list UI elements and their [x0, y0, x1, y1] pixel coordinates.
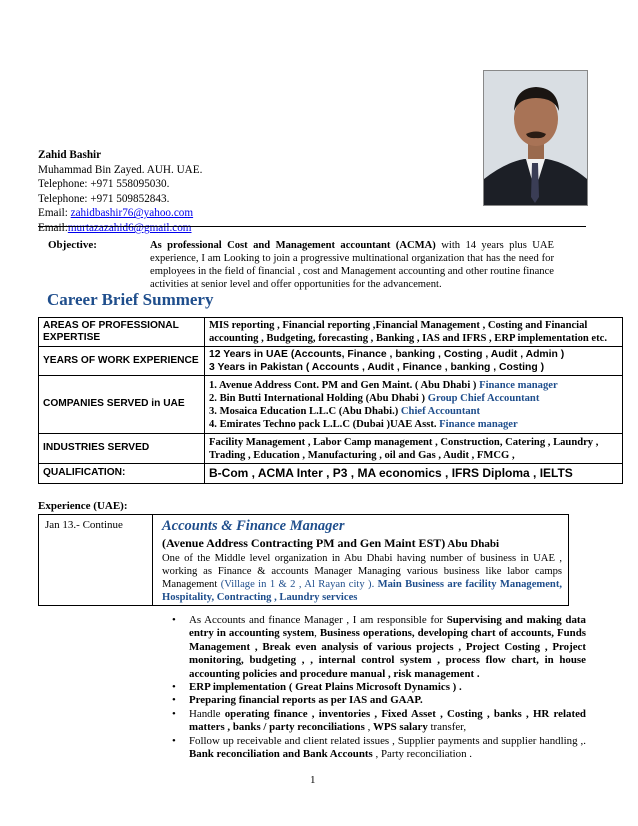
page-number: 1 — [310, 774, 316, 786]
email-label-2: Email: — [38, 221, 68, 234]
experience-heading: Experience (UAE): — [38, 500, 128, 512]
industries-label: INDUSTRIES SERVED — [39, 434, 205, 464]
list-item: • Handle operating finance , inventories , Fixed Asset , Costing , banks , HR related matters , banks / party reconciliations , WPS salary transfer, — [172, 708, 586, 735]
experience-table — [38, 514, 569, 606]
table-row — [39, 434, 623, 464]
areas-label: AREAS OF PROFESSIONAL EXPERTISE — [39, 318, 205, 347]
job-title: Accounts & Finance Manager — [162, 518, 345, 534]
years-value — [205, 347, 623, 376]
years-pakistan: 3 Years in Pakistan ( Accounts , Audit , Finance , banking , Costing ) — [209, 362, 545, 373]
email-link-2[interactable]: murtazazahid6@gmail.com — [67, 221, 192, 234]
job-company: (Avenue Address Contracting PM and Gen Maint EST) Abu Dhabi — [162, 536, 500, 550]
table-row — [39, 318, 623, 347]
table-row — [39, 515, 569, 606]
company-role: Finance manager — [439, 418, 518, 430]
email-link-1[interactable]: zahidbashir76@yahoo.com — [70, 207, 194, 220]
phone-1: Telephone: +971 558095030. — [38, 178, 170, 191]
list-item: • Follow up receivable and client related issues , Supplier payments and supplier handling ,. Bank reconciliation and Bank Accounts , Party reconciliation . — [172, 735, 586, 762]
list-item: • Preparing financial reports as per IAS and GAAP. — [172, 694, 586, 707]
company-role: Group Chief Accountant — [427, 392, 540, 404]
phone-2: Telephone: +971 509852843. — [38, 192, 170, 205]
company-item: 1. Avenue Address Cont. PM and Gen Maint. ( Abu Dhabi ) Finance manager — [209, 379, 558, 391]
qualification-label: QUALIFICATION: — [39, 464, 205, 484]
career-summary-table — [38, 317, 623, 484]
company-role: Chief Accountant — [400, 405, 481, 417]
years-uae: 12 Years in UAE (Accounts, Finance , banking , Costing , Audit , Admin ) — [209, 349, 565, 360]
industries-value: Facility Management , Labor Camp management , Construction, Catering , Laundry , Trading , Education , Manufacturing , oil and Gas , Audit , FMCG , — [205, 434, 623, 464]
candidate-name: Zahid Bashir — [38, 149, 102, 161]
job-description: One of the Middle level organization in Abu Dhabi having number of business in UAE , working as Finance & accounts Manager Managing various business like labor camps Management (Village in 1 & 2 , Al Rayan city ). Main Business are facility Management, Hospitality, Contracting , Laundry services — [162, 553, 563, 603]
address: Muhammad Bin Zayed. AUH. UAE. — [38, 163, 203, 176]
company-item: 3. Mosaica Education L.L.C (Abu Dhabi.) Chief Accountant — [209, 405, 481, 417]
company-role: Finance manager — [479, 379, 558, 391]
contact-block — [38, 148, 202, 236]
email-row-2 — [38, 221, 202, 236]
company-item: 4. Emirates Techno pack L.L.C (Dubai )UAE Asst. Finance manager — [209, 418, 518, 430]
companies-value — [205, 376, 623, 434]
list-item: • ERP implementation ( Great Plains Microsoft Dynamics ) . — [172, 681, 586, 694]
table-row — [39, 376, 623, 434]
objective-rest: with 14 years plus UAE experience, I am Looking to join a progressive multinational organization that has the need for employees in the field of financial , cost and Management accounting and other routine finance activities at senior level and offer opportunities for the advancement. — [150, 240, 555, 290]
objective-bold: As professional Cost and Management accountant (ACMA) — [150, 240, 436, 251]
companies-label: COMPANIES SERVED in UAE — [39, 376, 205, 434]
areas-value: MIS reporting , Financial reporting ,Financial Management , Costing and Financial accounting , Budgeting, forecasting , Banking , IAS and IFRS , ERP implementation etc. — [205, 318, 623, 347]
table-row — [39, 347, 623, 376]
person-portrait-icon — [484, 71, 587, 205]
job-date: Jan 13.- Continue — [39, 515, 153, 606]
email-row-1 — [38, 206, 202, 221]
years-label: YEARS OF WORK EXPERIENCE — [39, 347, 205, 376]
table-row — [39, 464, 623, 484]
profile-photo — [483, 70, 588, 206]
email-label-1: Email: — [38, 207, 71, 220]
list-item: • As Accounts and finance Manager , I am responsible for Supervising and making data entry in accounting system, Business operations, developing chart of accounts, Funds Management , Break even analysis of various projects , Project Costing , Project monitoring, budgeting , , internal control system , process flow chart, in house accounting policies and procedure manual , risk management . — [172, 614, 586, 681]
objective-text — [150, 239, 554, 291]
qualification-value: B-Com , ACMA Inter , P3 , MA economics , IFRS Diploma , IELTS — [205, 464, 623, 484]
company-item: 2. Bin Butti International Holding (Abu Dhabi ) Group Chief Accountant — [209, 392, 540, 404]
header-divider — [38, 226, 586, 227]
career-heading: Career Brief Summery — [47, 290, 214, 309]
responsibility-list — [172, 614, 586, 761]
objective-label: Objective: — [48, 239, 97, 251]
job-details — [153, 515, 569, 606]
